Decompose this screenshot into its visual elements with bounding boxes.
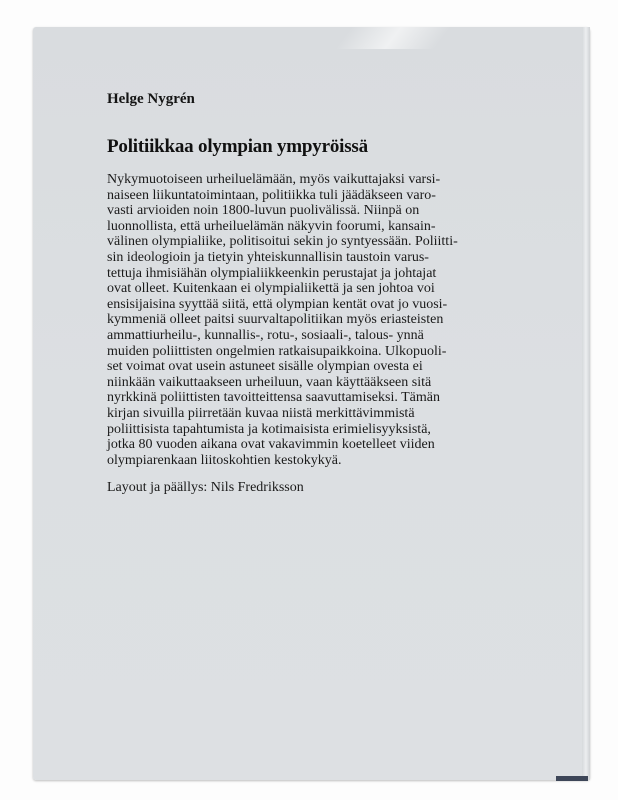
author-name: Helge Nygrén xyxy=(107,91,195,107)
blurb-line: jotka 80 vuoden aikana ovat vakavimmin koetelleet viiden xyxy=(107,437,435,453)
blurb-line: muiden poliittisten ongelmien ratkaisupaikkoina. Ulkopuoli- xyxy=(107,343,447,359)
blurb-line: naiseen liikuntatoimintaan, politiikka tuli jäädäkseen varo- xyxy=(107,187,436,203)
blurb-line: luonnollista, että urheiluelämän näkyvin foorumi, kansain- xyxy=(107,218,436,234)
blurb-text xyxy=(107,172,458,468)
book-title: Politiikkaa olympian ympyröissä xyxy=(107,136,368,157)
blurb-line: Nykymuotoiseen urheiluelämään, myös vaikuttajaksi varsi- xyxy=(107,172,441,187)
blurb-line: nyrkkinä poliittisten tavoitteittensa saavuttamiseksi. Tämän xyxy=(107,390,440,406)
blurb-line: set voimat ovat usein astuneet sisälle olympian ovesta ei xyxy=(107,359,423,375)
blurb-line: sin ideologioin ja tietyin yhteiskunnallisin taustoin varus- xyxy=(107,249,429,265)
light-glare xyxy=(327,27,460,49)
exposed-board-corner xyxy=(556,776,588,781)
blurb-line: olympiarenkaan liitoskohtien kestokykyä. xyxy=(107,452,342,468)
blurb-line: vasti arvioiden noin 1800-luvun puolivälissä. Niinpä on xyxy=(107,203,420,219)
blurb-line: välinen olympialiike, politisoitui sekin jo syntyessään. Poliitti- xyxy=(107,234,458,250)
design-credit: Layout ja päällys: Nils Fredriksson xyxy=(107,480,304,495)
blurb-line: kirjan sivuilla piirretään kuvaa niistä merkittävimmistä xyxy=(107,405,415,421)
blurb-line: poliittisista tapahtumista ja kotimaisista erimielisyyksistä, xyxy=(107,421,431,437)
blurb-line: kymmeniä olleet paitsi suurvaltapolitiikan myös eriasteisten xyxy=(107,312,444,328)
blurb-line: niinkään vaikuttaakseen urheiluun, vaan käyttääkseen sitä xyxy=(107,374,432,390)
cover-spine-edge xyxy=(582,27,590,780)
blurb-line: tettuja ihmisiähän olympialiikkeenkin perustajat ja johtajat xyxy=(107,265,437,281)
blurb-line: ammattiurheilu-, kunnallis-, rotu-, sosiaali-, talous- ynnä xyxy=(107,327,424,343)
blurb-line: ensisijaisina syyttää siitä, että olympian kentät ovat jo vuosi- xyxy=(107,296,448,312)
blurb-line: ovat olleet. Kuitenkaan ei olympialiikettä ja sen johtoa voi xyxy=(107,281,435,297)
